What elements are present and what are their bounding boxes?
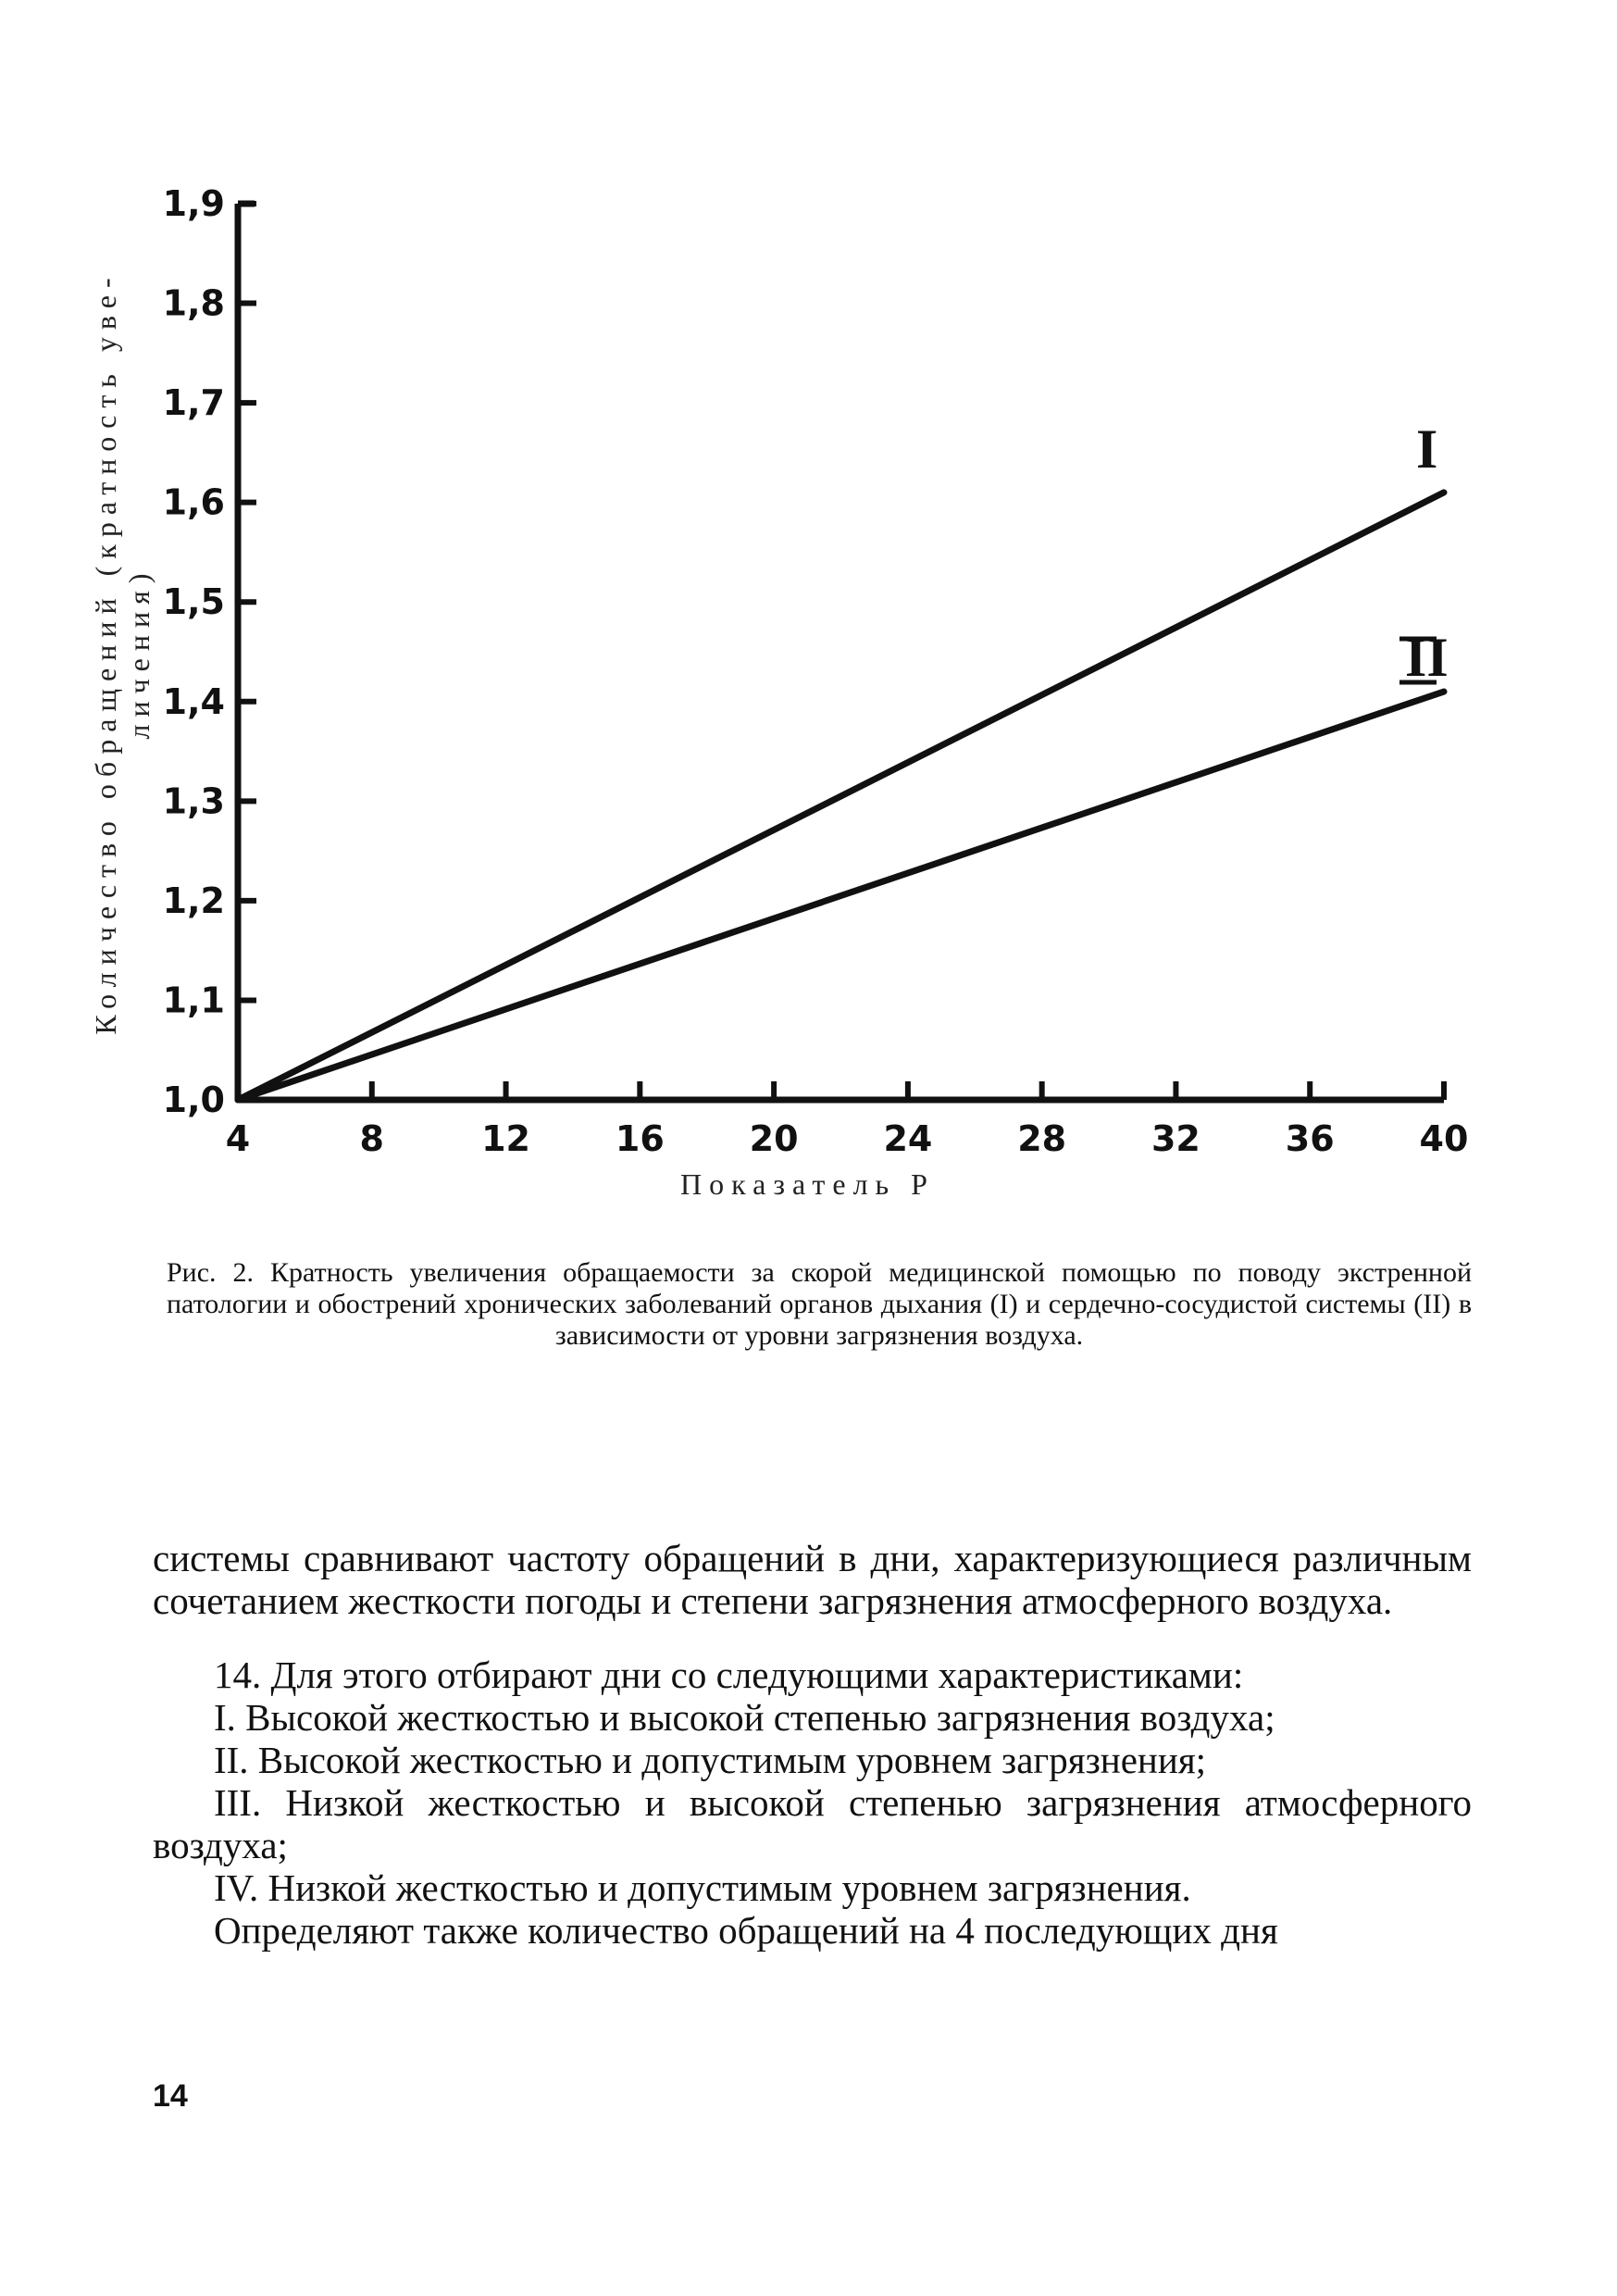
y-tick-label: 1,2 [162,880,225,921]
x-tick-label: 16 [615,1118,665,1159]
paragraph-1: системы сравнивают частоту обращений в дни, характеризующиеся различным сочетанием жесткости погоды и степени загрязнения атмосферного воздуха. [153,1537,1472,1622]
page-number: 14 [153,2078,188,2114]
y-axis-title-line1: Количество обращений (кратность уве- [89,270,122,1035]
series-label-II-group [1399,627,1449,688]
y-tick-label: 1,4 [162,680,225,722]
y-tick-label: 1,1 [162,980,225,1021]
y-tick-label: 1,7 [162,382,225,424]
y-tick-label: 1,6 [162,481,225,523]
x-tick-label: 20 [749,1118,799,1159]
y-tick-label: 1,9 [162,183,225,224]
x-tick-label: 8 [359,1118,385,1159]
list-item-3: III. Низкой жесткостью и высокой степенью загрязнения атмосферного воздуха; [153,1781,1472,1866]
paragraph-3: Определяют также количество обращений на 4 последующих дня [214,1909,1278,1952]
x-tick-label: 40 [1419,1118,1469,1159]
y-tick-label: 1,0 [162,1079,225,1120]
y-tick-label: 1,5 [162,581,225,623]
x-tick-label: 28 [1017,1118,1067,1159]
series-label-II: II [1405,627,1449,688]
y-tick-label: 1,3 [162,780,225,822]
paragraph-2: 14. Для этого отбирают дни со следующими характеристиками: [214,1653,1244,1696]
series-line-II [238,692,1444,1100]
x-tick-label: 32 [1151,1118,1200,1159]
y-tick-label: 1,8 [162,282,225,324]
x-tick-label: 4 [225,1118,251,1159]
list-item-4: IV. Низкой жесткостью и допустимым уровнем загрязнения. [214,1866,1191,1909]
list-item-2: II. Высокой жесткостью и допустимым уровнем загрязнения; [214,1739,1207,1781]
x-axis-title: Показатель Р [680,1167,935,1201]
x-tick-label: 24 [883,1118,933,1159]
x-tick-label: 36 [1285,1118,1335,1159]
figure-caption: Рис. 2. Кратность увеличения обращаемости за скорой медицинской помощью по поводу экстренной патологии и обострений хронических заболеваний органов дыхания (I) и сердечно-сосудистой системы (II) в зависимости от уровни загрязнения воздуха. [167,1257,1472,1351]
x-axis-ticks [226,1081,1469,1159]
y-axis-title [89,270,155,1034]
y-axis-ticks [163,183,256,1120]
series-label-I: I [1416,418,1438,480]
series-line-I [238,493,1444,1100]
y-axis-title-line2: личения) [122,566,155,740]
x-tick-label: 12 [481,1118,531,1159]
body-text [153,1537,1472,1952]
list-item-1: I. Высокой жесткостью и высокой степенью загрязнения воздуха; [214,1696,1275,1739]
